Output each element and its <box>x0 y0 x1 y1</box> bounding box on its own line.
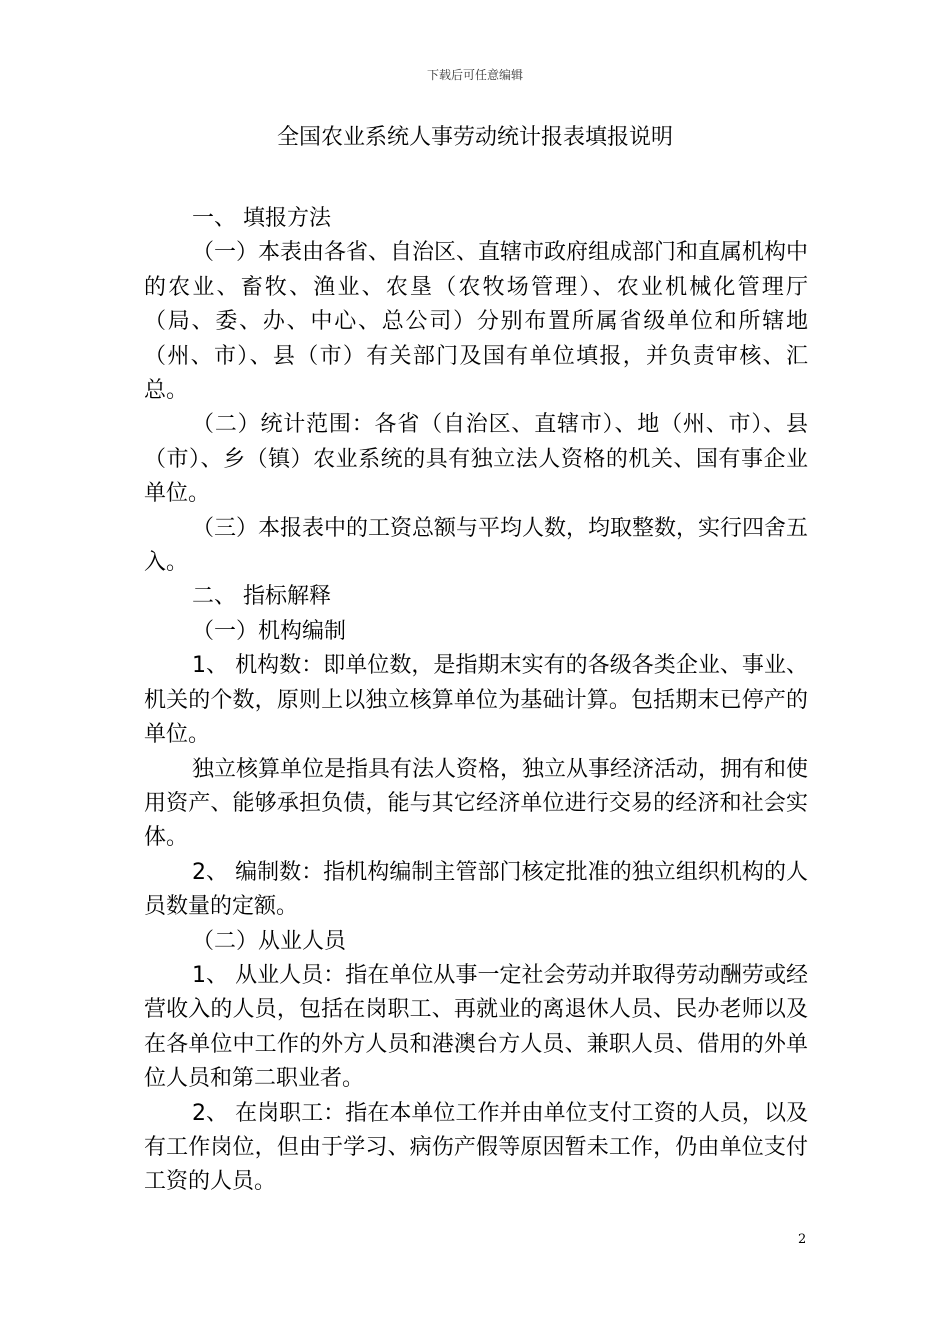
paragraph-on-duty-staff: 2、 在岗职工：指在本单位工作并由单位支付工资的人员，以及有工作岗位，但由于学习、病伤产假等原因暂未工作，仍由单位支付工资的人员。 <box>144 1100 808 1195</box>
section-heading-indicators: 二、 指标解释 <box>192 584 331 610</box>
header-note: 下载后可任意编辑 <box>426 68 523 82</box>
page-number: 2 <box>798 1232 807 1247</box>
paragraph-statistical-range: （二）统计范围：各省（自治区、直辖市）、地（州、市）、县（市）、乡（镇）农业系统的具有独立法人资格的机关、国有事企业单位。 <box>144 412 808 507</box>
paragraph-rounding: （三）本报表中的工资总额与平均人数，均取整数，实行四舍五入。 <box>144 515 809 576</box>
section-heading-method: 一、 填报方法 <box>192 206 331 231</box>
document-body <box>144 202 808 1200</box>
subheading-employees: （二）从业人员 <box>192 928 347 954</box>
subheading-organization: （一）机构编制 <box>192 618 347 644</box>
paragraph-scope-of-filing: （一）本表由各省、自治区、直辖市政府组成部门和直属机构中的农业、畜牧、渔业、农垦（农牧场管理）、农业机械化管理厅（局、委、办、中心、总公司）分别布置所属省级单位和所辖地（州、市）、县（市）有关部门及国有单位填报，并负责审核、汇总。 <box>144 240 809 404</box>
document-title: 全国农业系统人事劳动统计报表填报说明 <box>276 125 673 150</box>
paragraph-employees-definition: 1、 从业人员：指在单位从事一定社会劳动并取得劳动酬劳或经营收入的人员，包括在岗职工、再就业的离退休人员、民办老师以及在各单位中工作的外方人员和港澳台方人员、兼职人员、借用的外单位人员和第二职业者。 <box>144 962 808 1092</box>
paragraph-independent-unit: 独立核算单位是指具有法人资格，独立从事经济活动，拥有和使用资产、能够承担负债，能与其它经济单位进行交易的经济和社会实体。 <box>144 756 809 851</box>
paragraph-institution-count: 1、 机构数：即单位数，是指期末实有的各级各类企业、事业、机关的个数，原则上以独立核算单位为基础计算。包括期末已停产的单位。 <box>144 653 808 748</box>
paragraph-staffing-quota: 2、 编制数：指机构编制主管部门核定批准的独立组织机构的人员数量的定额。 <box>144 859 808 920</box>
